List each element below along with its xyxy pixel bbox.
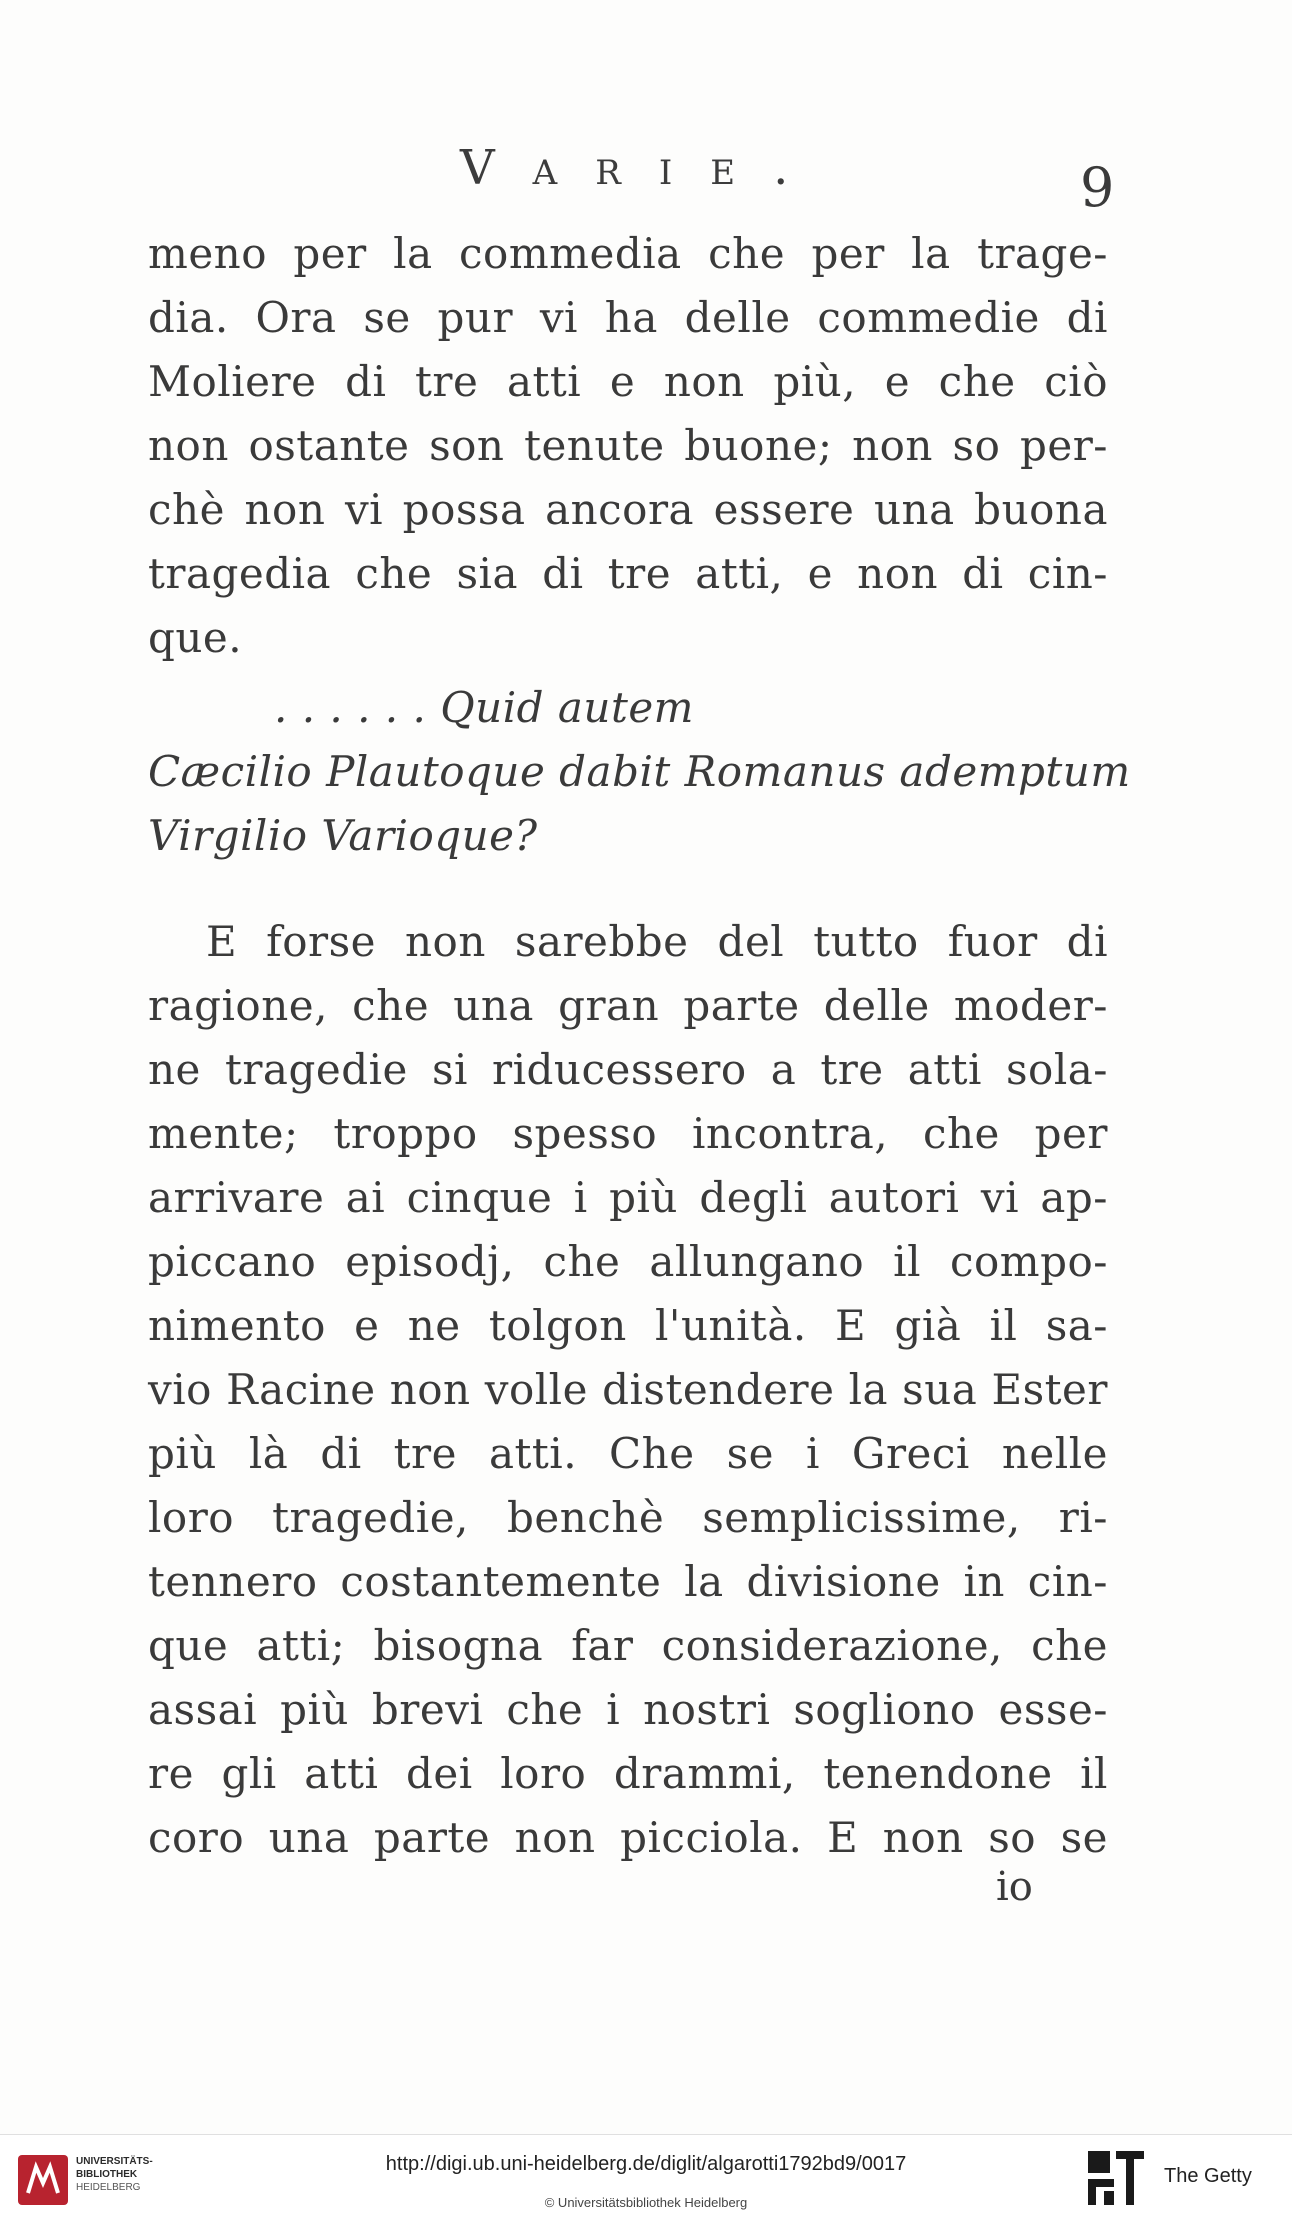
footer-bar xyxy=(0,2134,1292,2227)
text-line: meno per la commedia che per la trage- xyxy=(148,229,1108,278)
text-line: tragedia che sia di tre atti, e non di cin- xyxy=(148,549,1108,598)
library-logo-line: HEIDELBERG xyxy=(76,2182,141,2193)
quote-line: Virgilio Varioque? xyxy=(148,811,538,860)
text-line: chè non vi possa ancora essere una buona xyxy=(148,485,1108,534)
text-line: dia. Ora se pur vi ha delle commedie di xyxy=(148,293,1108,342)
text-line: arrivare ai cinque i più degli autori vi ap- xyxy=(148,1173,1108,1222)
text-line: non ostante son tenute buone; non so per- xyxy=(148,421,1108,470)
text-line: vio Racine non volle distendere la sua Ester xyxy=(148,1365,1108,1414)
text-line: que atti; bisogna far considerazione, che xyxy=(148,1621,1108,1670)
running-head: Varie. xyxy=(460,140,827,196)
text-line: E forse non sarebbe del tutto fuor di xyxy=(206,917,1108,966)
quote-line: Cæcilio Plautoque dabit Romanus ademptum xyxy=(148,747,1131,796)
paragraph-2 xyxy=(148,910,1108,1870)
text-line: ragione, che una gran parte delle moder- xyxy=(148,981,1108,1030)
text-line: assai più brevi che i nostri sogliono esse- xyxy=(148,1685,1108,1734)
quote-line: . . . . . . Quid autem xyxy=(274,683,695,732)
permalink-url[interactable]: http://digi.ub.uni-heidelberg.de/diglit/algarotti1792bd9/0017 xyxy=(385,2153,907,2175)
library-logo-line: BIBLIOTHEK xyxy=(76,2169,138,2180)
catchword: io xyxy=(996,1864,1033,1910)
text-line: que. xyxy=(148,613,243,662)
text-line: re gli atti dei loro drammi, tenendone il xyxy=(148,1749,1108,1798)
text-line: Moliere di tre atti e non più, e che ciò xyxy=(148,357,1108,406)
getty-logo-icon[interactable] xyxy=(1086,2149,1146,2209)
text-line: tennero costantemente la divisione in cin- xyxy=(148,1557,1108,1606)
text-line: mente; troppo spesso incontra, che per xyxy=(148,1109,1108,1158)
text-line: coro una parte non picciola. E non so se xyxy=(148,1813,1108,1862)
latin-quote xyxy=(148,676,1131,868)
getty-label[interactable]: The Getty xyxy=(1164,2165,1252,2187)
text-line: piccano episodj, che allungano il compo- xyxy=(148,1237,1108,1286)
copyright-notice: © Universitätsbibliothek Heidelberg xyxy=(544,2195,748,2210)
text-line: ne tragedie si riducessero a tre atti sola- xyxy=(148,1045,1108,1094)
text-line: nimento e ne tolgon l'unità. E già il sa- xyxy=(148,1301,1108,1350)
page-number: 9 xyxy=(1080,156,1115,219)
paragraph-1 xyxy=(148,222,1108,670)
text-line: più là di tre atti. Che se i Greci nelle xyxy=(148,1429,1108,1478)
text-line: loro tragedie, benchè semplicissime, ri- xyxy=(148,1493,1108,1542)
library-logo-line: UNIVERSITÄTS- xyxy=(76,2156,153,2167)
